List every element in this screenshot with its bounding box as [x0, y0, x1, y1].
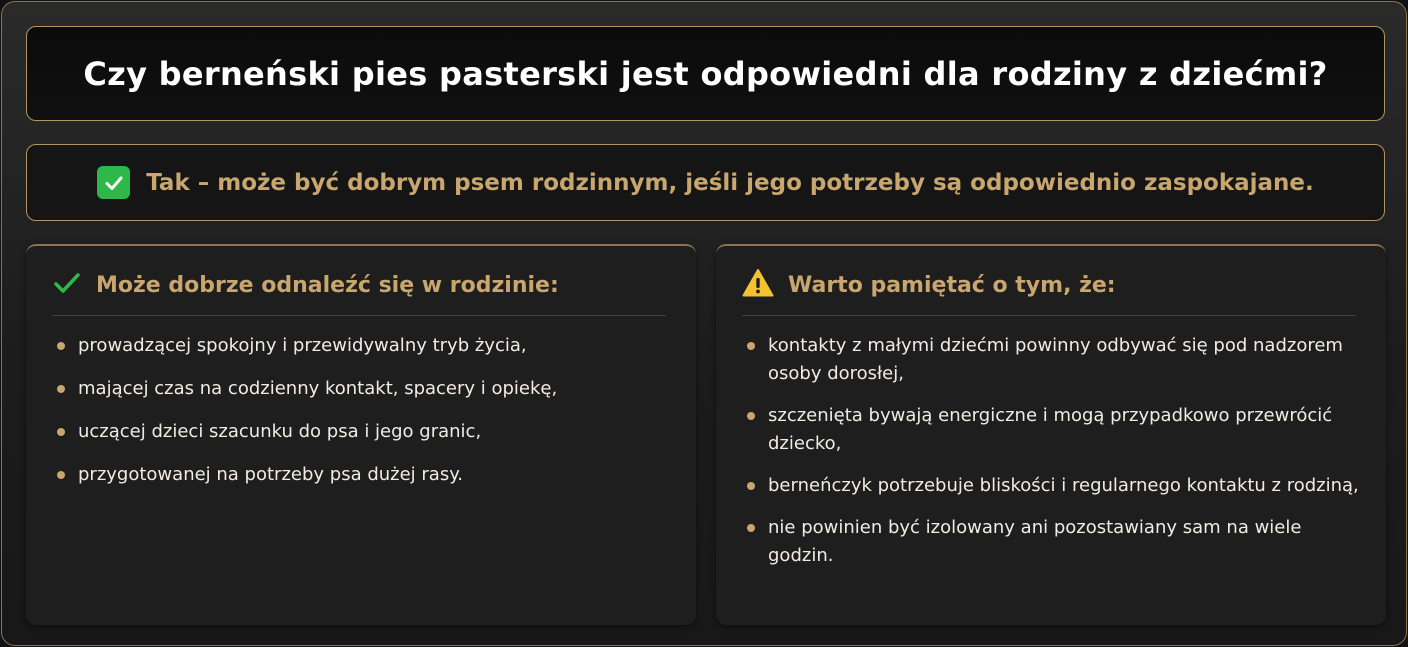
list-item: kontakty z małymi dziećmi powinny odbywać się pod nadzorem osoby dorosłej, [746, 332, 1360, 388]
bullet-icon [747, 412, 755, 420]
list-item: berneńczyk potrzebuje bliskości i regularnego kontaktu z rodziną, [746, 472, 1360, 500]
warning-icon [742, 268, 774, 302]
answer-banner [26, 144, 1385, 221]
title-banner [26, 26, 1385, 121]
bullet-icon [57, 428, 65, 436]
list-item: mającej czas na codzienny kontakt, spacery i opiekę, [56, 375, 670, 403]
list-item: przygotowanej na potrzeby psa dużej rasy. [56, 461, 670, 489]
list-item: nie powinien być izolowany ani pozostawiany sam na wiele godzin. [746, 514, 1360, 570]
pros-list [56, 332, 670, 504]
bullet-icon [747, 524, 755, 532]
pros-panel [26, 244, 696, 625]
pros-heading: Może dobrze odnaleźć się w rodzinie: [96, 272, 559, 298]
divider [742, 315, 1356, 316]
check-box-icon [97, 166, 130, 199]
cautions-panel-header [742, 268, 1360, 302]
check-mark-icon [52, 268, 82, 302]
bullet-icon [57, 471, 65, 479]
infographic-card [1, 1, 1407, 646]
divider [52, 315, 666, 316]
page-title: Czy berneński pies pasterski jest odpowiedni dla rodziny z dziećmi? [83, 54, 1328, 93]
bullet-icon [747, 342, 755, 350]
pros-panel-header [52, 268, 670, 302]
bullet-icon [57, 385, 65, 393]
answer-text: Tak – może być dobrym psem rodzinnym, jeśli jego potrzeby są odpowiednio zaspokajane. [146, 169, 1314, 196]
list-item: prowadzącej spokojny i przewidywalny tryb życia, [56, 332, 670, 360]
cautions-list [746, 332, 1360, 584]
list-item: uczącej dzieci szacunku do psa i jego granic, [56, 418, 670, 446]
bullet-icon [747, 482, 755, 490]
list-item: szczenięta bywają energiczne i mogą przypadkowo przewrócić dziecko, [746, 402, 1360, 458]
bullet-icon [57, 342, 65, 350]
cautions-panel [716, 244, 1386, 625]
cautions-heading: Warto pamiętać o tym, że: [788, 272, 1116, 298]
